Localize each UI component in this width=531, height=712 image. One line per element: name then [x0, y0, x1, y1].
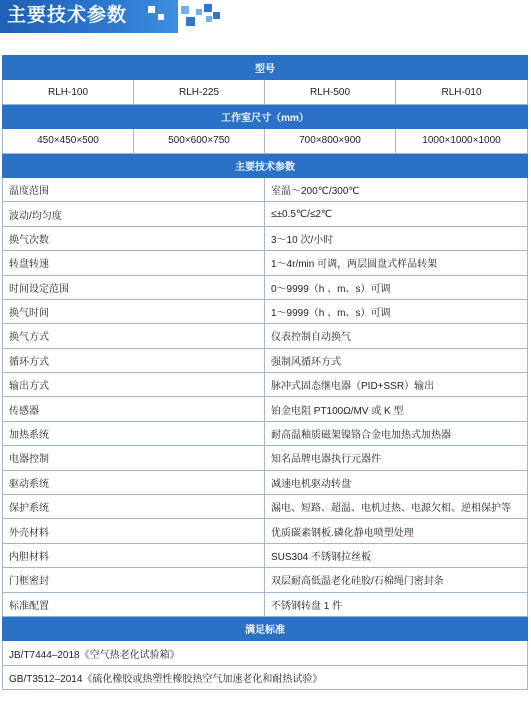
- chamber-size-cell: 450×450×500: [3, 129, 134, 153]
- param-row: [3, 251, 528, 275]
- param-name: 电器控制: [3, 446, 265, 470]
- param-row: [3, 275, 528, 299]
- chamber-size-cell: 1000×1000×1000: [396, 129, 528, 153]
- model-cell: RLH-100: [3, 80, 134, 104]
- standard-item: GB/T3512–2014《硫化橡胶或热塑性橡胶热空气加速老化和耐热试验》: [3, 665, 528, 689]
- model-cell: RLH-225: [134, 80, 265, 104]
- param-row: [3, 495, 528, 519]
- param-name: 外壳材料: [3, 519, 265, 543]
- param-name: 换气时间: [3, 299, 265, 323]
- spec-table: [2, 55, 528, 690]
- param-row: [3, 421, 528, 445]
- chamber-size-cell: 500×600×750: [134, 129, 265, 153]
- param-value: 1～9999（h 、m、s）可调: [265, 299, 528, 323]
- standards-header: 满足标准: [3, 616, 528, 640]
- standards-header-row: [3, 616, 528, 640]
- param-row: [3, 226, 528, 250]
- param-row: [3, 177, 528, 201]
- param-value: 铂金电阻 PT100Ω/MV 或 K 型: [265, 397, 528, 421]
- param-row: [3, 568, 528, 592]
- param-value: 强制风循环方式: [265, 348, 528, 372]
- param-value: 3～10 次/小时: [265, 226, 528, 250]
- param-row: [3, 202, 528, 226]
- standard-item: JB/T7444–2018《空气热老化试验箱》: [3, 641, 528, 665]
- param-name: 门框密封: [3, 568, 265, 592]
- model-cell: RLH-500: [265, 80, 396, 104]
- param-name: 标准配置: [3, 592, 265, 616]
- param-row: [3, 324, 528, 348]
- param-value: 双层耐高低温老化硅胶/石棉绳门密封条: [265, 568, 528, 592]
- param-value: 仪表控制自动换气: [265, 324, 528, 348]
- chamber-header: 工作室尺寸（mm）: [3, 104, 528, 128]
- param-value: 脉冲式固态继电器（PID+SSR）输出: [265, 373, 528, 397]
- chamber-size-cell: 700×800×900: [265, 129, 396, 153]
- chamber-row: [3, 129, 528, 153]
- params-header: 主要技术参数: [3, 153, 528, 177]
- param-name: 驱动系统: [3, 470, 265, 494]
- param-row: [3, 373, 528, 397]
- param-value: 不锈钢转盘 1 件: [265, 592, 528, 616]
- model-header: 型号: [3, 56, 528, 80]
- param-row: [3, 348, 528, 372]
- model-header-row: [3, 56, 528, 80]
- model-row: [3, 80, 528, 104]
- param-name: 保护系统: [3, 495, 265, 519]
- param-row: [3, 397, 528, 421]
- param-value: 耐高温釉质磁架镍铬合金电加热式加热器: [265, 421, 528, 445]
- chamber-header-row: [3, 104, 528, 128]
- param-name: 时间设定范围: [3, 275, 265, 299]
- param-name: 转盘转速: [3, 251, 265, 275]
- param-row: [3, 592, 528, 616]
- param-value: 室温～200℃/300℃: [265, 177, 528, 201]
- param-name: 温度范围: [3, 177, 265, 201]
- standard-row: [3, 665, 528, 689]
- param-row: [3, 446, 528, 470]
- page-title: 主要技术参数: [7, 5, 128, 26]
- param-value: ≤±0.5℃/≤2℃: [265, 202, 528, 226]
- param-value: 优质碳素钢板.磷化静电喷塑处理: [265, 519, 528, 543]
- param-row: [3, 470, 528, 494]
- params-header-row: [3, 153, 528, 177]
- param-name: 换气方式: [3, 324, 265, 348]
- param-name: 传感器: [3, 397, 265, 421]
- param-value: 减速电机驱动转盘: [265, 470, 528, 494]
- param-value: 知名品牌电器执行元器件: [265, 446, 528, 470]
- param-value: 0～9999（h 、m、s）可调: [265, 275, 528, 299]
- param-name: 输出方式: [3, 373, 265, 397]
- param-row: [3, 543, 528, 567]
- standard-row: [3, 641, 528, 665]
- param-value: 1～4r/min 可调，两层圆盘式样品转架: [265, 251, 528, 275]
- param-row: [3, 299, 528, 323]
- param-name: 波动/均匀度: [3, 202, 265, 226]
- param-name: 内胆材料: [3, 543, 265, 567]
- param-value: 漏电、短路、超温、电机过热、电源欠相、逆相保护等: [265, 495, 528, 519]
- model-cell: RLH-010: [396, 80, 528, 104]
- param-name: 循环方式: [3, 348, 265, 372]
- param-name: 加热系统: [3, 421, 265, 445]
- param-value: SUS304 不锈钢拉丝板: [265, 543, 528, 567]
- param-row: [3, 519, 528, 543]
- param-name: 换气次数: [3, 226, 265, 250]
